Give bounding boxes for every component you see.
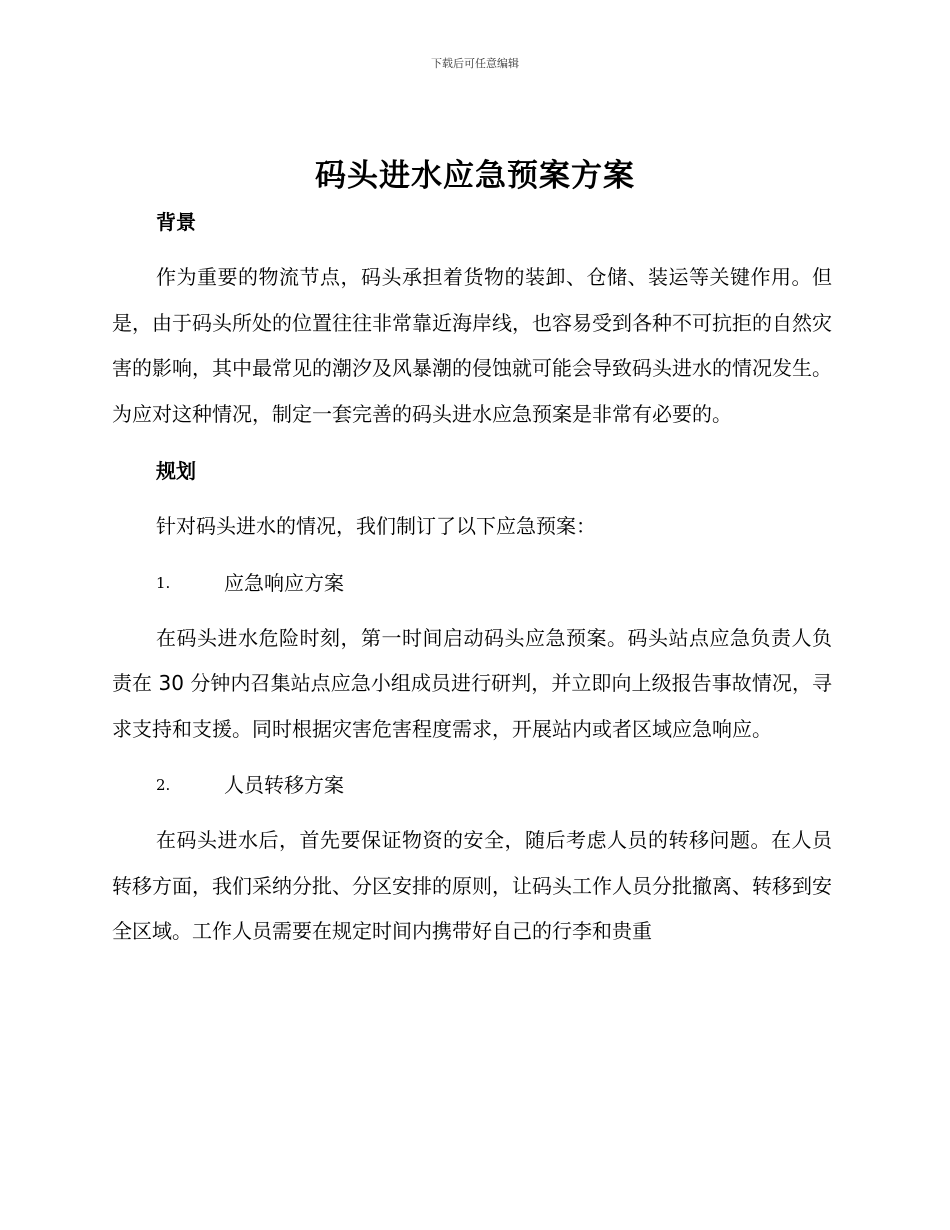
- personnel-transfer-paragraph: 在码头进水后，首先要保证物资的安全，随后考虑人员的转移问题。在人员转移方面，我们采纳分批、分区安排的原则，让码头工作人员分批撤离、转移到安全区域。工作人员需要在规定时间内携带好自己的行李和贵重: [112, 828, 832, 943]
- list-number: 1.: [156, 573, 171, 592]
- list-number: 2.: [156, 776, 171, 794]
- emergency-response-paragraph: 在码头进水危险时刻，第一时间启动码头应急预案。码头站点应急负责人负责在 30 分钟内召集站点应急小组成员进行研判，并立即向上级报告事故情况，寻求支持和支援。同时根据灾害危害程度需求，开展站内或者区域应急响应。: [112, 625, 832, 741]
- list-item-2: [112, 763, 832, 807]
- list-item-title: 人员转移方案: [224, 773, 344, 797]
- list-item-1: [112, 561, 832, 605]
- background-paragraph: 作为重要的物流节点，码头承担着货物的装卸、仓储、装运等关键作用。但是，由于码头所处的位置往往非常靠近海岸线，也容易受到各种不可抗拒的自然灾害的影响，其中最常见的潮汐及风暴潮的侵蚀就可能会导致码头进水的情况发生。为应对这种情况，制定一套完善的码头进水应急预案是非常有必要的。: [112, 265, 832, 426]
- document-title: 码头进水应急预案方案: [315, 158, 635, 194]
- section-heading-plan: 规划: [156, 459, 196, 483]
- plan-intro-paragraph: 针对码头进水的情况，我们制订了以下应急预案：: [156, 514, 596, 538]
- section-heading-background: 背景: [156, 210, 196, 234]
- document-body: [112, 200, 832, 955]
- list-item-title: 应急响应方案: [224, 570, 344, 595]
- header-note: 下载后可任意编辑: [431, 57, 519, 70]
